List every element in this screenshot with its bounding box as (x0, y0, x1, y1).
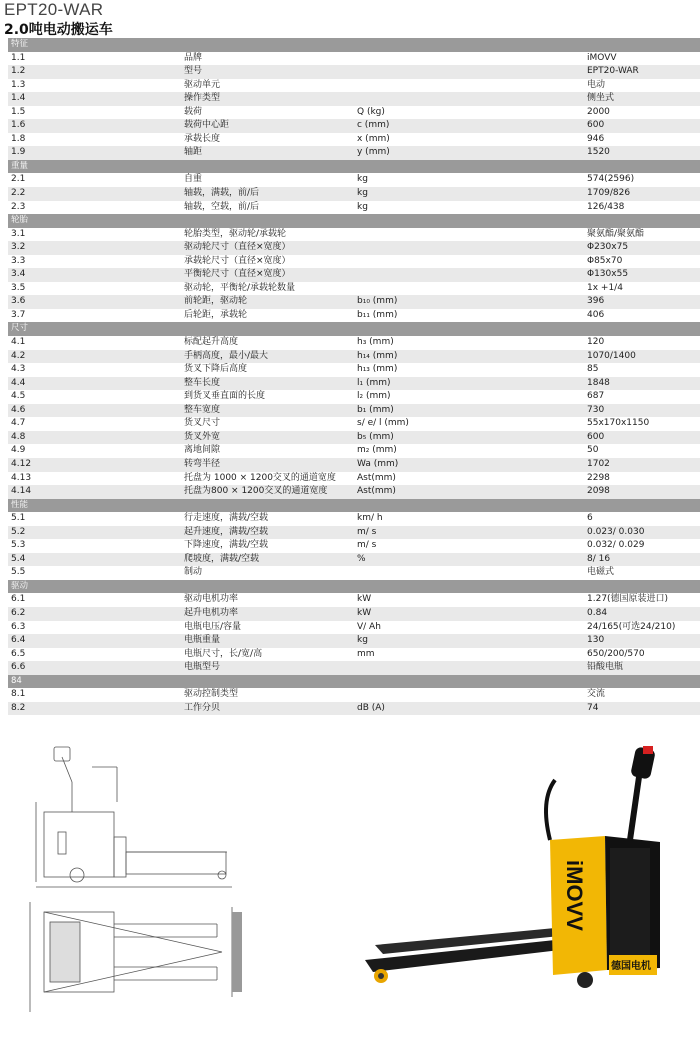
spec-value: 2098 (527, 485, 700, 499)
spec-row (8, 621, 700, 635)
spec-number: 6.6 (8, 661, 181, 675)
section-header (8, 675, 700, 689)
spec-value: 600 (527, 431, 700, 445)
spec-unit: h₁₄ (mm) (354, 350, 527, 364)
spec-unit: b₁₀ (mm) (354, 295, 527, 309)
section-header (8, 499, 700, 513)
spec-number: 1.6 (8, 119, 181, 133)
spec-number: 3.5 (8, 282, 181, 296)
spec-unit: l₁ (mm) (354, 377, 527, 391)
spec-unit: km/ h (354, 512, 527, 526)
spec-value: 946 (527, 133, 700, 147)
spec-unit: kg (354, 173, 527, 187)
spec-name: 到货叉垂直面的长度 (181, 390, 354, 404)
spec-number: 4.8 (8, 431, 181, 445)
spec-number: 1.9 (8, 146, 181, 160)
spec-unit: h₁₃ (mm) (354, 363, 527, 377)
spec-unit (354, 52, 527, 66)
section-title: 轮胎 (8, 214, 700, 228)
spec-name: 轴载，满载，前/后 (181, 187, 354, 201)
spec-unit: V/ Ah (354, 621, 527, 635)
spec-value: 电动 (527, 79, 700, 93)
spec-name: 起升电机功率 (181, 607, 354, 621)
spec-number: 4.7 (8, 417, 181, 431)
spec-number: 6.1 (8, 593, 181, 607)
spec-name: 驱动电机功率 (181, 593, 354, 607)
spec-number: 4.9 (8, 444, 181, 458)
spec-value: iMOVV (527, 52, 700, 66)
spec-value: 24/165(可选24/210) (527, 621, 700, 635)
spec-row (8, 228, 700, 242)
spec-value: 74 (527, 702, 700, 716)
spec-name: 电瓶电压/容量 (181, 621, 354, 635)
spec-value: 铅酸电瓶 (527, 661, 700, 675)
spec-unit: m/ s (354, 539, 527, 553)
spec-value: Φ85x70 (527, 255, 700, 269)
section-header (8, 214, 700, 228)
spec-unit (354, 79, 527, 93)
spec-row (8, 133, 700, 147)
spec-unit: l₂ (mm) (354, 390, 527, 404)
spec-name: 轴载，空载，前/后 (181, 201, 354, 215)
spec-name: 平衡轮尺寸（直径×宽度） (181, 268, 354, 282)
spec-value: 687 (527, 390, 700, 404)
spec-number: 3.2 (8, 241, 181, 255)
spec-row (8, 607, 700, 621)
spec-value: 1702 (527, 458, 700, 472)
spec-name: 驱动控制类型 (181, 688, 354, 702)
spec-row (8, 431, 700, 445)
spec-value: 406 (527, 309, 700, 323)
spec-row (8, 65, 700, 79)
spec-number: 2.2 (8, 187, 181, 201)
spec-row (8, 173, 700, 187)
spec-row (8, 688, 700, 702)
spec-value: 50 (527, 444, 700, 458)
spec-unit: b₁₁ (mm) (354, 309, 527, 323)
spec-value: 396 (527, 295, 700, 309)
spec-number: 6.4 (8, 634, 181, 648)
spec-value: 120 (527, 336, 700, 350)
spec-number: 4.5 (8, 390, 181, 404)
spec-unit: b₁ (mm) (354, 404, 527, 418)
spec-name: 载荷中心距 (181, 119, 354, 133)
spec-row (8, 553, 700, 567)
spec-unit (354, 566, 527, 580)
spec-row (8, 526, 700, 540)
spec-row (8, 92, 700, 106)
spec-number: 3.4 (8, 268, 181, 282)
spec-number: 8.2 (8, 702, 181, 716)
spec-row (8, 363, 700, 377)
spec-row (8, 702, 700, 716)
spec-row (8, 634, 700, 648)
spec-number: 2.3 (8, 201, 181, 215)
section-header (8, 160, 700, 174)
spec-row (8, 350, 700, 364)
spec-unit: y (mm) (354, 146, 527, 160)
spec-number: 1.5 (8, 106, 181, 120)
top-view-drawing (30, 902, 242, 1012)
spec-name: 起升速度，满载/空载 (181, 526, 354, 540)
spec-unit (354, 241, 527, 255)
spec-number: 2.1 (8, 173, 181, 187)
spec-row (8, 309, 700, 323)
spec-number: 4.2 (8, 350, 181, 364)
spec-value: 1.27(德国原装进口) (527, 593, 700, 607)
spec-row (8, 593, 700, 607)
spec-name: 行走速度，满载/空载 (181, 512, 354, 526)
spec-name: 货叉尺寸 (181, 417, 354, 431)
pallet-truck-photo (355, 740, 695, 990)
spec-name: 电瓶重量 (181, 634, 354, 648)
spec-row (8, 417, 700, 431)
spec-name: 工作分贝 (181, 702, 354, 716)
spec-row (8, 390, 700, 404)
spec-value: 2000 (527, 106, 700, 120)
spec-number: 4.12 (8, 458, 181, 472)
section-title: 尺寸 (8, 322, 700, 336)
spec-number: 4.14 (8, 485, 181, 499)
spec-number: 6.5 (8, 648, 181, 662)
spec-row (8, 282, 700, 296)
spec-value: 1070/1400 (527, 350, 700, 364)
spec-value: 1709/826 (527, 187, 700, 201)
spec-value: 交流 (527, 688, 700, 702)
spec-unit: % (354, 553, 527, 567)
section-header (8, 322, 700, 336)
spec-value: 650/200/570 (527, 648, 700, 662)
spec-row (8, 119, 700, 133)
spec-number: 1.8 (8, 133, 181, 147)
spec-row (8, 146, 700, 160)
spec-unit (354, 661, 527, 675)
spec-unit (354, 268, 527, 282)
spec-name: 前轮距，驱动轮 (181, 295, 354, 309)
spec-value: 6 (527, 512, 700, 526)
spec-unit: s/ e/ l (mm) (354, 417, 527, 431)
spec-row (8, 255, 700, 269)
section-header (8, 38, 700, 52)
spec-number: 4.4 (8, 377, 181, 391)
spec-unit (354, 282, 527, 296)
spec-unit: kW (354, 593, 527, 607)
spec-value: 574(2596) (527, 173, 700, 187)
spec-name: 货叉下降后高度 (181, 363, 354, 377)
spec-unit: m/ s (354, 526, 527, 540)
spec-value: 85 (527, 363, 700, 377)
spec-name: 后轮距，承载轮 (181, 309, 354, 323)
spec-name: 转弯半径 (181, 458, 354, 472)
spec-row (8, 485, 700, 499)
side-view-drawing (36, 747, 232, 887)
spec-unit: Ast(mm) (354, 485, 527, 499)
model-subtitle: 2.0吨电动搬运车 (4, 22, 113, 38)
spec-row (8, 539, 700, 553)
spec-value: 侧坐式 (527, 92, 700, 106)
spec-row (8, 512, 700, 526)
spec-number: 5.3 (8, 539, 181, 553)
technical-drawing (22, 742, 262, 1022)
spec-number: 3.6 (8, 295, 181, 309)
truck-body (550, 836, 660, 988)
spec-number: 3.3 (8, 255, 181, 269)
spec-number: 5.5 (8, 566, 181, 580)
spec-row (8, 295, 700, 309)
spec-value: 电磁式 (527, 566, 700, 580)
spec-number: 5.4 (8, 553, 181, 567)
spec-unit: mm (354, 648, 527, 662)
spec-row (8, 661, 700, 675)
spec-unit: Ast(mm) (354, 472, 527, 486)
spec-number: 6.3 (8, 621, 181, 635)
spec-unit (354, 228, 527, 242)
section-title: 性能 (8, 499, 700, 513)
spec-row (8, 336, 700, 350)
spec-row (8, 377, 700, 391)
spec-name: 手柄高度，最小/最大 (181, 350, 354, 364)
spec-unit: dB (A) (354, 702, 527, 716)
spec-number: 4.6 (8, 404, 181, 418)
spec-number: 3.1 (8, 228, 181, 242)
spec-number: 6.2 (8, 607, 181, 621)
truck-handle (546, 746, 656, 840)
spec-row (8, 52, 700, 66)
spec-unit: kg (354, 634, 527, 648)
spec-unit: m₂ (mm) (354, 444, 527, 458)
spec-row (8, 566, 700, 580)
spec-name: 驱动轮尺寸（直径×宽度） (181, 241, 354, 255)
spec-value: 2298 (527, 472, 700, 486)
spec-unit: c (mm) (354, 119, 527, 133)
spec-value: 0.84 (527, 607, 700, 621)
section-header (8, 580, 700, 594)
spec-row (8, 404, 700, 418)
spec-name: 品牌 (181, 52, 354, 66)
spec-unit: kW (354, 607, 527, 621)
spec-name: 自重 (181, 173, 354, 187)
section-title: 驱动 (8, 580, 700, 594)
spec-value: 聚氨酯/聚氨酯 (527, 228, 700, 242)
spec-number: 4.3 (8, 363, 181, 377)
spec-row (8, 79, 700, 93)
spec-number: 1.1 (8, 52, 181, 66)
spec-name: 离地间隙 (181, 444, 354, 458)
spec-value: 126/438 (527, 201, 700, 215)
spec-number: 3.7 (8, 309, 181, 323)
spec-value: Φ230x75 (527, 241, 700, 255)
spec-unit: Q (kg) (354, 106, 527, 120)
spec-name: 载荷 (181, 106, 354, 120)
spec-number: 4.1 (8, 336, 181, 350)
spec-row (8, 187, 700, 201)
spec-name: 下降速度，满载/空载 (181, 539, 354, 553)
spec-name: 驱动单元 (181, 79, 354, 93)
spec-number: 4.13 (8, 472, 181, 486)
spec-name: 承载长度 (181, 133, 354, 147)
spec-name: 托盘为 1000 × 1200交叉的通道宽度 (181, 472, 354, 486)
spec-value: 1848 (527, 377, 700, 391)
spec-row (8, 201, 700, 215)
spec-unit (354, 688, 527, 702)
spec-table (8, 38, 700, 715)
spec-name: 制动 (181, 566, 354, 580)
spec-value: 730 (527, 404, 700, 418)
spec-row (8, 458, 700, 472)
spec-name: 驱动轮，平衡轮/承载轮数量 (181, 282, 354, 296)
spec-name: 操作类型 (181, 92, 354, 106)
spec-unit: b₅ (mm) (354, 431, 527, 445)
spec-value: 130 (527, 634, 700, 648)
spec-number: 5.1 (8, 512, 181, 526)
spec-number: 1.4 (8, 92, 181, 106)
spec-value: Φ130x55 (527, 268, 700, 282)
section-title: 重量 (8, 160, 700, 174)
spec-row (8, 106, 700, 120)
spec-unit: kg (354, 187, 527, 201)
section-title: 84 (8, 675, 700, 689)
spec-row (8, 268, 700, 282)
spec-row (8, 444, 700, 458)
spec-number: 1.3 (8, 79, 181, 93)
spec-value: 1520 (527, 146, 700, 160)
spec-row (8, 472, 700, 486)
spec-value: 8/ 16 (527, 553, 700, 567)
spec-name: 电瓶型号 (181, 661, 354, 675)
spec-unit: x (mm) (354, 133, 527, 147)
spec-row (8, 241, 700, 255)
spec-number: 1.2 (8, 65, 181, 79)
spec-name: 整车宽度 (181, 404, 354, 418)
spec-name: 标配起升高度 (181, 336, 354, 350)
spec-name: 整车长度 (181, 377, 354, 391)
spec-value: 55x170x1150 (527, 417, 700, 431)
spec-row (8, 648, 700, 662)
spec-number: 8.1 (8, 688, 181, 702)
spec-name: 货叉外宽 (181, 431, 354, 445)
spec-value: 0.023/ 0.030 (527, 526, 700, 540)
spec-value: 600 (527, 119, 700, 133)
brand-logo-text: iMOVV (562, 860, 587, 931)
spec-unit (354, 92, 527, 106)
spec-value: 1x +1/4 (527, 282, 700, 296)
spec-name: 型号 (181, 65, 354, 79)
spec-number: 5.2 (8, 526, 181, 540)
spec-unit: Wa (mm) (354, 458, 527, 472)
spec-unit (354, 65, 527, 79)
spec-value: EPT20-WAR (527, 65, 700, 79)
spec-name: 电瓶尺寸，长/宽/高 (181, 648, 354, 662)
spec-name: 承载轮尺寸（直径×宽度） (181, 255, 354, 269)
motor-badge: 德国电机 (611, 961, 651, 972)
spec-unit: kg (354, 201, 527, 215)
model-title: EPT20-WAR (4, 0, 104, 19)
section-title: 特征 (8, 38, 700, 52)
spec-name: 爬坡度，满载/空载 (181, 553, 354, 567)
spec-name: 托盘为800 × 1200交叉的通道宽度 (181, 485, 354, 499)
spec-value: 0.032/ 0.029 (527, 539, 700, 553)
spec-unit: h₃ (mm) (354, 336, 527, 350)
spec-name: 轴距 (181, 146, 354, 160)
spec-unit (354, 255, 527, 269)
spec-name: 轮胎类型，驱动轮/承载轮 (181, 228, 354, 242)
pallet-forks (365, 928, 560, 983)
